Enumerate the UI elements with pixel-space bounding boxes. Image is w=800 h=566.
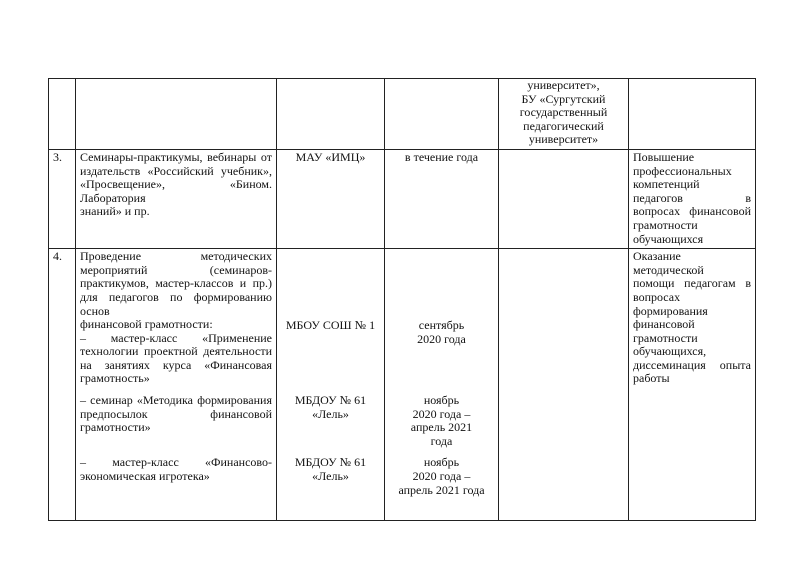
event-item: [76, 388, 277, 450]
event-item: [76, 450, 277, 520]
expected-result: [629, 149, 756, 248]
cell: [499, 249, 629, 521]
text-line: Семинары-практикумы, вебинары от: [80, 149, 272, 164]
text-line: для педагогов по формированию основ: [80, 289, 272, 318]
cell: [76, 79, 277, 150]
organizer: МБДОУ № 61 «Лель»: [277, 450, 385, 520]
cell: [499, 149, 629, 248]
text-line: «Просвещение», «Бином. Лаборатория: [80, 177, 272, 205]
table-row-continued: [49, 79, 756, 150]
text-line: предпосылок финансовой: [80, 406, 272, 421]
text-line: грамотность»: [80, 371, 150, 386]
organizer: МБОУ СОШ № 1: [277, 249, 385, 388]
text-line: помощи педагогам в: [633, 276, 751, 291]
text-line: компетенций педагогов в: [633, 177, 751, 205]
cell: [277, 79, 385, 150]
table-row: [49, 249, 756, 388]
text-line: профессиональных: [633, 163, 732, 178]
organizer: МБДОУ № 61 «Лель»: [277, 388, 385, 450]
text-line: грамотности»: [80, 420, 151, 435]
text-line: финансовой грамотности:: [80, 317, 213, 332]
table-row: [49, 149, 756, 248]
text-line: диссеминация опыта работы: [633, 357, 751, 386]
event-description: [76, 249, 277, 388]
text-line: грамотности обучающихся: [633, 217, 704, 246]
text-line: – мастер-класс «Применение: [80, 330, 272, 345]
text-line: вопросах формирования: [633, 289, 708, 318]
plan-table: [48, 78, 756, 521]
organizer: МАУ «ИМЦ»: [277, 149, 385, 248]
text-line: Проведение методических: [80, 249, 272, 264]
cell: [385, 79, 499, 150]
partner-cell: университет», БУ «Сургутский государственный педагогический университет»: [499, 79, 629, 150]
text-line: технологии проектной деятельности: [80, 344, 272, 359]
cell: [49, 79, 76, 150]
row-number: 4.: [49, 249, 76, 521]
text-line: мероприятий (семинаров-: [80, 262, 272, 277]
text-line: экономическая игротека»: [80, 469, 210, 484]
text-line: финансовой грамотности: [633, 317, 698, 345]
text-line: – семинар «Методика формирования: [80, 393, 272, 408]
text-line: – мастер-класс «Финансово-: [80, 455, 272, 470]
dates: ноябрь 2020 года – апрель 2021 года: [385, 388, 499, 450]
text-line: Повышение: [633, 149, 695, 164]
text-line: издательств «Российский учебник»,: [80, 163, 272, 178]
text-line: Оказание методической: [633, 249, 704, 277]
text-line: обучающихся,: [633, 344, 707, 359]
dates: в течение года: [385, 149, 499, 248]
cell: [629, 79, 756, 150]
text-line: знаний» и пр.: [80, 204, 150, 219]
dates: ноябрь 2020 года – апрель 2021 года: [385, 450, 499, 520]
text-line: практикумов, мастер-классов и пр.): [80, 276, 272, 291]
row-number: 3.: [49, 149, 76, 248]
text-line: на занятиях курса «Финансовая: [80, 357, 272, 372]
expected-result: [629, 249, 756, 521]
text-line: вопросах финансовой: [633, 204, 751, 219]
event-description: [76, 149, 277, 248]
dates: сентябрь 2020 года: [385, 249, 499, 388]
